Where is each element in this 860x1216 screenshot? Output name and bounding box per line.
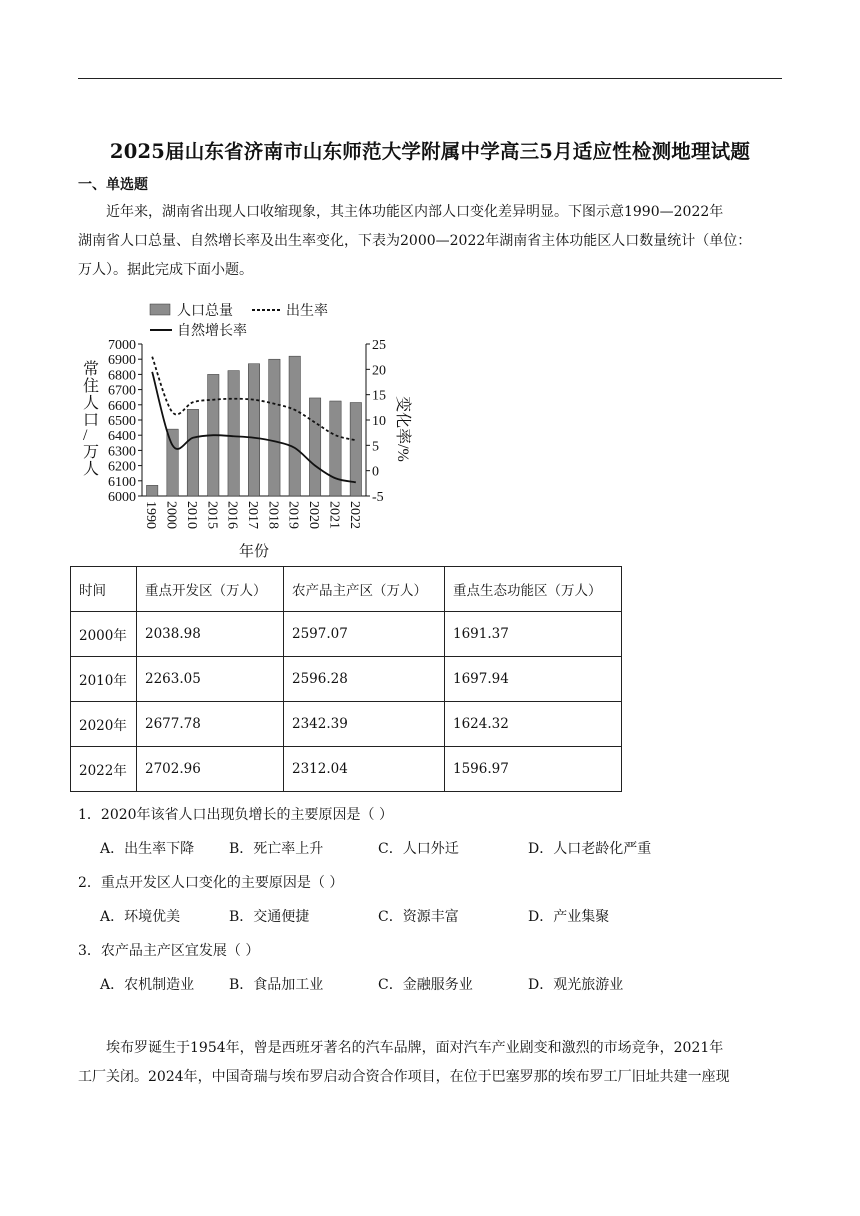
intro-line: 近年来，湖南省出现人口收缩现象，其主体功能区内部人口变化差异明显。下图示意1990—2022年 [106,204,724,220]
option-a[interactable]: A．环境优美 [100,909,181,925]
intro-line: 万人）。据此完成下面小题。 [78,262,253,278]
table-cell: 2597.07 [284,612,445,657]
table-cell: 2020年 [71,702,137,747]
table-cell: 2596.28 [284,657,445,702]
left-tick-label: 6100 [108,474,136,490]
table-cell: 1691.37 [445,612,622,657]
left-tick-label: 6400 [108,429,136,445]
x-tick-label: 1990 [143,501,159,529]
table-header-cell: 重点开发区（万人） [137,567,284,612]
legend-label: 出生率 [286,304,328,319]
option-c[interactable]: C．资源丰富 [378,909,459,925]
x-tick-label: 2010 [183,501,199,529]
population-bar [187,409,198,496]
right-axis-title: 变化率/% [394,396,411,462]
table-row [71,657,622,702]
passage-line: 工厂关闭。2024年，中国奇瑞与埃布罗启动合资合作项目，在位于巴塞罗那的埃布罗工厂旧址共建一座现 [78,1069,730,1085]
x-tick-label: 2016 [224,501,240,529]
x-axis-title: 年份 [238,544,270,560]
x-tick-label: 2021 [326,501,342,529]
question-stem: 1．2020年该省人口出现负增长的主要原因是（ ） [78,807,393,823]
table-cell: 1624.32 [445,702,622,747]
left-tick-label: 6700 [108,383,136,399]
left-tick-label: 6500 [108,414,136,429]
left-tick-label: 6200 [108,459,136,475]
x-tick-label: 2017 [245,501,260,529]
x-tick-label: 2019 [285,501,301,529]
table-cell: 2677.78 [137,702,284,747]
table-header-cell: 农产品主产区（万人） [284,567,445,612]
left-tick-label: 6900 [108,353,136,369]
option-c[interactable]: C．金融服务业 [378,977,473,993]
population-bar [309,398,320,496]
x-tick-label: 2000 [163,501,179,529]
legend-label: 人口总量 [177,304,233,319]
right-tick-label: 25 [372,338,386,353]
x-tick-label: 2020 [306,501,322,529]
population-bar [228,371,239,496]
population-table [70,566,622,792]
table-cell: 2010年 [71,657,137,702]
table-cell: 2263.05 [137,657,284,702]
header-rule [78,78,782,79]
table-header-row [71,567,622,612]
question-stem: 3．农产品主产区宜发展（ ） [78,943,260,959]
table-cell: 2022年 [71,747,137,792]
option-c[interactable]: C．人口外迁 [378,841,459,857]
section-heading: 一、单选题 [78,177,148,193]
option-b[interactable]: B．交通便捷 [229,909,310,925]
right-tick-label: 10 [372,414,386,429]
option-a[interactable]: A．农机制造业 [100,977,195,993]
table-cell: 2000年 [71,612,137,657]
population-bar [146,485,157,496]
left-tick-label: 6000 [108,490,136,505]
table-cell: 2702.96 [137,747,284,792]
page-title: 2025届山东省济南市山东师范大学附属中学高三5月适应性检测地理试题 [109,140,751,163]
option-b[interactable]: B．死亡率上升 [229,841,324,857]
table-cell: 2038.98 [137,612,284,657]
table-header-cell: 重点生态功能区（万人） [445,567,622,612]
right-tick-label: -5 [372,490,384,505]
intro-line: 湖南省人口总量、自然增长率及出生率变化，下表为2000—2022年湖南省主体功能区人口数量统计（单位： [78,233,752,249]
right-tick-label: 0 [372,464,379,480]
right-tick-label: 20 [372,363,386,379]
table-header-cell: 时间 [71,567,137,612]
population-bar [269,359,280,496]
population-chart [78,294,438,564]
x-tick-label: 2015 [204,501,220,529]
left-tick-label: 7000 [108,338,136,353]
legend-swatch-bar [150,304,170,315]
left-axis-title: 常住人口/万人 [83,361,100,478]
option-a[interactable]: A．出生率下降 [100,841,195,857]
table-row [71,747,622,792]
table-cell: 1596.97 [445,747,622,792]
intro-paragraph [78,198,782,285]
population-bar [167,429,178,496]
population-bar [289,356,300,496]
table-row [71,702,622,747]
table-cell: 1697.94 [445,657,622,702]
legend-label: 自然增长率 [177,324,247,339]
left-tick-label: 6800 [108,368,136,384]
left-tick-label: 6300 [108,444,136,460]
passage-line: 埃布罗诞生于1954年，曾是西班牙著名的汽车品牌，面对汽车产业剧变和激烈的市场竞争，2021年 [106,1040,724,1056]
option-d[interactable]: D．观光旅游业 [528,977,624,993]
right-tick-label: 15 [372,388,386,404]
x-tick-label: 2022 [346,501,362,529]
table-cell: 2312.04 [284,747,445,792]
left-tick-label: 6600 [108,398,136,414]
x-tick-label: 2018 [265,501,281,529]
right-tick-label: 5 [372,439,379,455]
table-row [71,612,622,657]
population-bar [248,364,259,496]
next-passage [78,1034,782,1092]
option-d[interactable]: D．人口老龄化严重 [528,841,652,857]
question-stem: 2．重点开发区人口变化的主要原因是（ ） [78,875,344,891]
option-d[interactable]: D．产业集聚 [528,909,610,925]
population-bar [330,401,341,496]
option-b[interactable]: B．食品加工业 [229,977,324,993]
table-cell: 2342.39 [284,702,445,747]
